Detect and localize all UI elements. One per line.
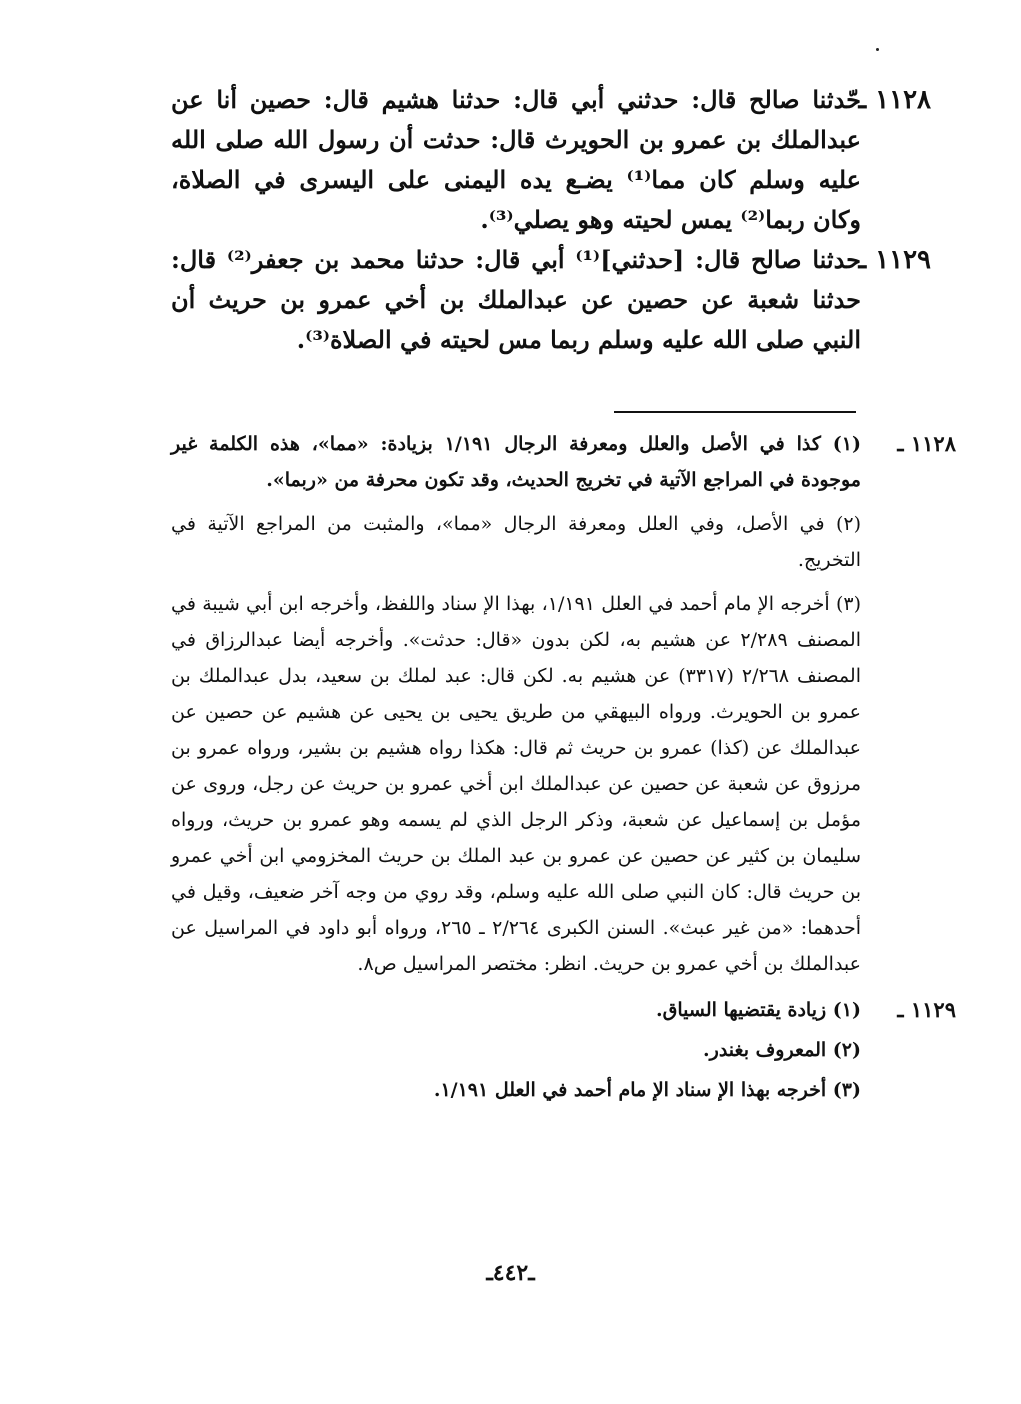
footnote-separator xyxy=(614,411,856,413)
footnotes xyxy=(171,426,956,1112)
footnote-group-number: ١١٢٨ ـ xyxy=(897,431,956,456)
hadith-1128 xyxy=(171,80,931,240)
footnote-group-number: ١١٢٩ ـ xyxy=(897,997,956,1022)
hadith-text: حدثنا صالح قال: [حدثني]⁽¹⁾ أبي قال: حدثنا محمد بن جعفر⁽²⁾ قال: حدثنا شعبة عن حصين عن عبدالملك بن أخي عمرو بن حريث أن النبي صلى الله عليه وسلم ربما مس لحيته في الصلاة⁽³⁾. xyxy=(171,245,861,354)
footnote-group-1128 xyxy=(171,426,956,982)
page-number: ـ٤٤٢ـ xyxy=(486,1260,535,1286)
footnote: (١) كذا في الأصل والعلل ومعرفة الرجال ١/١٩١ بزيادة: «مما»، هذه الكلمة غير موجودة في المراجع الآتية في تخريج الحديث، وقد تكون محرفة من «ربما». xyxy=(171,433,861,491)
hadith-1129 xyxy=(171,240,931,360)
footnote: (٢) في الأصل، وفي العلل ومعرفة الرجال «مما»، والمثبت من المراجع الآتية في التخريج. xyxy=(171,513,861,571)
footnote: (٣) أخرجه بهذا الإ سناد الإ مام أحمد في العلل ١/١٩١. xyxy=(433,1079,861,1101)
hadith-number: ١١٢٩ ـ xyxy=(858,245,931,275)
hadith-number: ١١٢٨ ـ xyxy=(858,85,931,115)
ink-dot xyxy=(876,48,879,51)
footnote: (٣) أخرجه الإ مام أحمد في العلل ١/١٩١، بهذا الإ سناد واللفظ، وأخرجه ابن أبي شيبة في المصنف ٢/٢٨٩ عن هشيم به، لكن بدون «قال: حدثت». وأخرجه أيضا عبدالرزاق في المصنف ٢/٢٦٨ (٣٣١٧) عن هشيم به. لكن قال: عبد لملك بن سعيد، بدل عبدالملك بن عمرو بن الحويرث. ورواه البيهقي من طريق يحيى بن يحيى عن هشيم عن حصين عن عبدالملك عن (كذا) عمرو بن حريث ثم قال: هكذا رواه هشيم بن بشير، ورواه عمرو بن مرزوق عن شعبة عن حصين عن عبدالملك ابن أخي عمرو بن حريث عن رجل، وروى عن مؤمل بن إسماعيل عن شعبة، وذكر الرجل الذي لم يسمه وهو عمرو بن حريث، ورواه سليمان بن كثير عن حصين عن عمرو بن عبد الملك بن حريث المخزومي ابن أخي عمرو بن حريث قال: كان النبي صلى الله عليه وسلم، وقد روي من وجه آخر ضعيف، وقيل في أحدهما: «من غير عبث». السنن الكبرى ٢/٢٦٤ ـ ٢٦٥، ورواه أبو داود في المراسيل عن عبدالملك بن أخي عمرو بن حريث. انظر: مختصر المراسيل ص٨. xyxy=(171,593,862,975)
main-text xyxy=(171,80,931,360)
footnote: (٢) المعروف بغندر. xyxy=(703,1039,861,1061)
footnote: (١) زيادة يقتضيها السياق. xyxy=(655,999,861,1021)
hadith-text: حّدثنا صالح قال: حدثني أبي قال: حدثنا هشيم قال: حصين أنا عن عبدالملك بن عمرو بن الحويرث قال: حدثت أن رسول الله صلى الله عليه وسلم كان مما⁽¹⁾ يضـع يده اليمنى على اليسرى في الصلاة، وكان ربما⁽²⁾ يمس لحيته وهو يصلي⁽³⁾. xyxy=(171,85,861,234)
footnote-group-1129 xyxy=(171,992,956,1108)
